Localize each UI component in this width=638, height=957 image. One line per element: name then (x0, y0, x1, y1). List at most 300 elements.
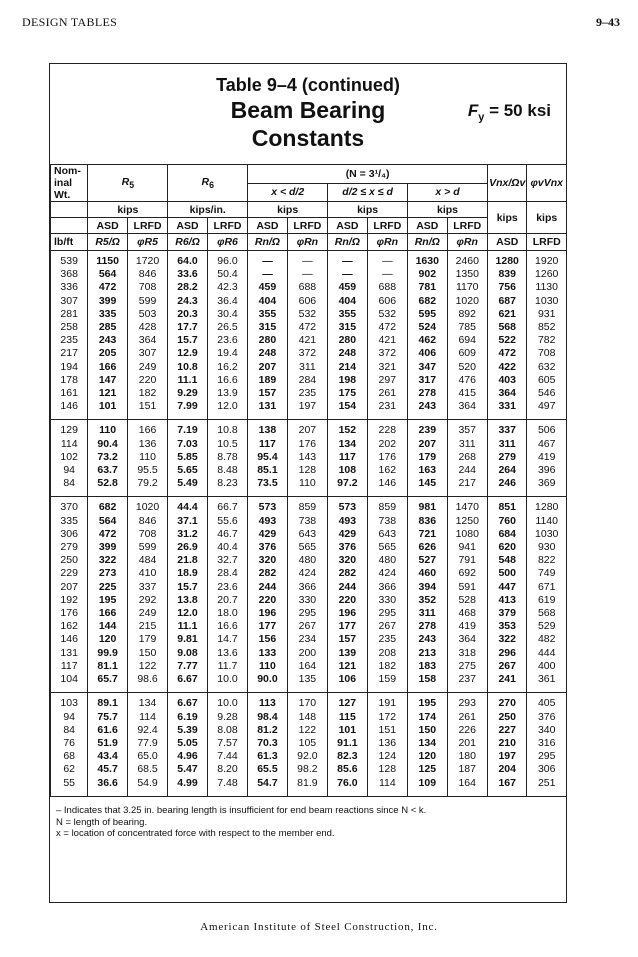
value-cell: 16.2 (207, 361, 247, 374)
value-cell: 82.3 (328, 750, 367, 763)
value-cell: 5.39 (168, 724, 207, 737)
nominal-weight-cell: 131 (51, 647, 88, 660)
value-cell: 145 (408, 477, 447, 490)
value-cell: 459 (248, 281, 287, 294)
nominal-weight-cell: 55 (51, 777, 88, 790)
value-cell: 97.2 (328, 477, 367, 490)
value-cell: 902 (408, 268, 447, 281)
nominal-weight-cell: 76 (51, 737, 88, 750)
value-cell: 244 (447, 464, 487, 477)
value-cell: 480 (367, 554, 407, 567)
vnx-lrfd-header: φvVnx (527, 165, 567, 202)
value-cell: 846 (127, 515, 167, 528)
value-cell: 16.6 (207, 374, 247, 387)
value-cell: 688 (367, 281, 407, 294)
value-cell: 284 (287, 374, 327, 387)
value-cell: 215 (127, 620, 167, 633)
value-cell: 64.0 (168, 255, 207, 268)
value-cell: 472 (487, 347, 526, 360)
value-cell: 278 (408, 387, 447, 400)
table-row (51, 400, 567, 413)
table-row (51, 554, 567, 567)
value-cell: 150 (127, 647, 167, 660)
value-cell: 315 (248, 321, 287, 334)
value-cell: 33.6 (168, 268, 207, 281)
value-cell: 626 (408, 541, 447, 554)
value-cell: 9.08 (168, 647, 207, 660)
value-cell: 10.8 (168, 361, 207, 374)
value-cell: 599 (127, 295, 167, 308)
value-cell: 90.4 (88, 438, 127, 451)
value-cell: 150 (408, 724, 447, 737)
value-cell: 270 (487, 697, 526, 710)
value-cell: 472 (88, 528, 127, 541)
value-cell: 36.6 (88, 777, 127, 790)
value-cell: 117 (328, 451, 367, 464)
value-cell: 164 (287, 660, 327, 673)
value-cell: 54.9 (127, 777, 167, 790)
value-cell: 520 (447, 361, 487, 374)
value-cell: 403 (487, 374, 526, 387)
value-cell: 331 (487, 400, 526, 413)
value-cell: 565 (367, 541, 407, 554)
value-cell: 599 (127, 541, 167, 554)
nominal-weight-header: Nom-inal Wt. (51, 165, 88, 202)
value-cell: 528 (447, 594, 487, 607)
nominal-weight-cell: 207 (51, 581, 88, 594)
value-cell: 138 (248, 424, 287, 437)
value-cell: 619 (527, 594, 567, 607)
value-cell: 151 (367, 724, 407, 737)
value-cell: 355 (248, 308, 287, 321)
value-cell: 248 (248, 347, 287, 360)
nominal-weight-cell: 103 (51, 697, 88, 710)
value-cell: 204 (487, 763, 526, 776)
value-cell: 405 (527, 697, 567, 710)
value-cell: 136 (127, 438, 167, 451)
value-cell: 13.8 (168, 594, 207, 607)
value-cell: 484 (127, 554, 167, 567)
value-cell: 532 (367, 308, 407, 321)
table-row (51, 515, 567, 528)
value-cell: 121 (328, 660, 367, 673)
value-cell: 6.67 (168, 673, 207, 686)
value-cell: 200 (287, 647, 327, 660)
x-less-header: x < d/2 (248, 183, 328, 202)
value-cell: 2460 (447, 255, 487, 268)
value-cell: 5.85 (168, 451, 207, 464)
value-cell: 941 (447, 541, 487, 554)
value-cell: 11.1 (168, 374, 207, 387)
value-cell: 13.9 (207, 387, 247, 400)
nominal-weight-cell: 194 (51, 361, 88, 374)
value-cell: 244 (328, 581, 367, 594)
value-cell: 643 (287, 528, 327, 541)
value-cell: 682 (88, 501, 127, 514)
value-cell: 110 (127, 451, 167, 464)
note-x: x = location of concentrated force with respect to the member end. (56, 828, 335, 839)
value-cell: 322 (88, 554, 127, 567)
value-cell: 241 (487, 673, 526, 686)
value-cell: 760 (487, 515, 526, 528)
value-cell: 226 (447, 724, 487, 737)
table-row (51, 295, 567, 308)
value-cell: 1350 (447, 268, 487, 281)
value-cell: 606 (287, 295, 327, 308)
value-cell: 682 (408, 295, 447, 308)
value-cell: 688 (287, 281, 327, 294)
value-cell: 73.2 (88, 451, 127, 464)
value-cell: 13.6 (207, 647, 247, 660)
value-cell: 506 (527, 424, 567, 437)
value-cell: 606 (367, 295, 407, 308)
beam-bearing-table (50, 164, 567, 797)
value-cell: 175 (328, 387, 367, 400)
value-cell: 462 (408, 334, 447, 347)
value-cell: 410 (127, 567, 167, 580)
value-cell: 836 (408, 515, 447, 528)
value-cell: 573 (328, 501, 367, 514)
value-cell: 182 (367, 660, 407, 673)
value-cell: 1280 (527, 501, 567, 514)
value-cell: 406 (408, 347, 447, 360)
value-cell: 28.4 (207, 567, 247, 580)
r6-units: kips/in. (168, 202, 248, 218)
value-cell: 859 (367, 501, 407, 514)
value-cell: 249 (127, 607, 167, 620)
nominal-weight-cell: 335 (51, 515, 88, 528)
nominal-weight-cell: 306 (51, 528, 88, 541)
value-cell: 182 (127, 387, 167, 400)
vnx-lrfd-units: kips (527, 202, 567, 234)
value-cell: — (328, 268, 367, 281)
value-cell: 671 (527, 581, 567, 594)
table-row (51, 464, 567, 477)
table-row (51, 607, 567, 620)
value-cell: 133 (248, 647, 287, 660)
value-cell: 110 (88, 424, 127, 437)
value-cell: 135 (287, 673, 327, 686)
value-cell: 196 (248, 607, 287, 620)
value-cell: 1250 (447, 515, 487, 528)
value-cell: 1020 (127, 501, 167, 514)
value-cell: 95.5 (127, 464, 167, 477)
nominal-weight-cell: 162 (51, 620, 88, 633)
value-cell: 231 (367, 400, 407, 413)
value-cell: 527 (408, 554, 447, 567)
yield-strength: $F_y = 50$ ksi (467, 101, 551, 124)
value-cell: 156 (248, 633, 287, 646)
value-cell: 419 (447, 620, 487, 633)
value-cell: 235 (287, 387, 327, 400)
x-greater-header: x > d (408, 183, 488, 202)
value-cell: 92.0 (287, 750, 327, 763)
value-cell: 207 (287, 424, 327, 437)
value-cell: 198 (328, 374, 367, 387)
value-cell: 500 (487, 567, 526, 580)
value-cell: 1030 (527, 528, 567, 541)
value-cell: 564 (88, 268, 127, 281)
value-cell: 892 (447, 308, 487, 321)
value-cell: 98.4 (248, 711, 287, 724)
value-cell: 24.3 (168, 295, 207, 308)
value-cell: 213 (408, 647, 447, 660)
value-cell: 503 (127, 308, 167, 321)
value-cell: 1260 (527, 268, 567, 281)
nominal-weight-cell: 192 (51, 594, 88, 607)
value-cell: 205 (88, 347, 127, 360)
table-row (51, 777, 567, 790)
value-cell: 413 (487, 594, 526, 607)
value-cell: 364 (487, 387, 526, 400)
value-cell: 376 (328, 541, 367, 554)
value-cell: 18.9 (168, 567, 207, 580)
value-cell: 548 (487, 554, 526, 567)
nominal-weight-cell: 250 (51, 554, 88, 567)
value-cell: 249 (127, 361, 167, 374)
value-cell: 493 (328, 515, 367, 528)
asd-label: ASD (328, 218, 367, 234)
nominal-weight-cell: 84 (51, 477, 88, 490)
value-cell: 122 (287, 724, 327, 737)
value-cell: 318 (447, 647, 487, 660)
value-cell: 267 (287, 620, 327, 633)
value-cell: 124 (367, 750, 407, 763)
value-cell: 524 (408, 321, 447, 334)
value-cell: 197 (287, 400, 327, 413)
nominal-weight-cell: 117 (51, 660, 88, 673)
value-cell: 68.5 (127, 763, 167, 776)
value-cell: 172 (367, 711, 407, 724)
value-cell: 493 (248, 515, 287, 528)
value-cell: 632 (527, 361, 567, 374)
value-cell: 687 (487, 295, 526, 308)
value-cell: 1020 (447, 295, 487, 308)
value-cell: 143 (287, 451, 327, 464)
asd-label: ASD (88, 218, 127, 234)
value-cell: 50.4 (207, 268, 247, 281)
value-cell: 109 (408, 777, 447, 790)
value-cell: 366 (287, 581, 327, 594)
value-cell: — (287, 255, 327, 268)
value-cell: 63.7 (88, 464, 127, 477)
value-cell: 166 (88, 361, 127, 374)
value-cell: 275 (447, 660, 487, 673)
value-cell: 791 (447, 554, 487, 567)
value-cell: 128 (287, 464, 327, 477)
table-row (51, 763, 567, 776)
value-cell: 77.9 (127, 737, 167, 750)
value-cell: 399 (88, 541, 127, 554)
value-cell: 532 (287, 308, 327, 321)
value-cell: 295 (367, 607, 407, 620)
value-cell: 311 (287, 361, 327, 374)
value-cell: 75.7 (88, 711, 127, 724)
publisher-footer: American Institute of Steel Construction, Inc. (200, 921, 438, 933)
value-cell: 7.57 (207, 737, 247, 750)
value-cell: 101 (328, 724, 367, 737)
value-cell: 595 (408, 308, 447, 321)
table-row (51, 321, 567, 334)
value-cell: 1140 (527, 515, 567, 528)
nominal-weight-cell: 68 (51, 750, 88, 763)
value-cell: 166 (88, 607, 127, 620)
value-cell: 472 (88, 281, 127, 294)
table-row (51, 697, 567, 710)
value-cell: 166 (127, 424, 167, 437)
value-cell: 322 (487, 633, 526, 646)
value-cell: 708 (127, 281, 167, 294)
value-cell: 859 (287, 501, 327, 514)
value-cell: 21.8 (168, 554, 207, 567)
value-cell: 320 (248, 554, 287, 567)
value-cell: 61.3 (248, 750, 287, 763)
sub-label: ASD (487, 234, 526, 251)
value-cell: 243 (408, 400, 447, 413)
value-cell: 293 (447, 697, 487, 710)
nominal-weight-cell: 84 (51, 724, 88, 737)
value-cell: 176 (287, 438, 327, 451)
value-cell: 694 (447, 334, 487, 347)
value-cell: 208 (367, 647, 407, 660)
value-cell: 839 (487, 268, 526, 281)
value-cell: 122 (127, 660, 167, 673)
value-cell: 8.20 (207, 763, 247, 776)
bearing-length-note: (N = 3¹/₄) (248, 165, 488, 184)
table-row (51, 660, 567, 673)
page-number: 9–43 (596, 15, 620, 29)
value-cell: 468 (447, 607, 487, 620)
value-cell: 419 (527, 451, 567, 464)
nominal-weight-cell: 235 (51, 334, 88, 347)
value-cell: 154 (328, 400, 367, 413)
value-cell: 364 (447, 400, 487, 413)
value-cell: 6.67 (168, 697, 207, 710)
nominal-weight-cell: 62 (51, 763, 88, 776)
value-cell: 159 (367, 673, 407, 686)
value-cell: 106 (328, 673, 367, 686)
value-cell: 183 (408, 660, 447, 673)
value-cell: 134 (127, 697, 167, 710)
nominal-weight-cell: 146 (51, 633, 88, 646)
value-cell: 120 (88, 633, 127, 646)
value-cell: 148 (287, 711, 327, 724)
value-cell: 243 (408, 633, 447, 646)
value-cell: 235 (367, 633, 407, 646)
value-cell: 482 (527, 633, 567, 646)
value-cell: 8.48 (207, 464, 247, 477)
unit-label: lb/ft (51, 234, 88, 251)
value-cell: 11.1 (168, 620, 207, 633)
table-row (51, 281, 567, 294)
value-cell: 782 (527, 334, 567, 347)
table-frame (49, 63, 567, 903)
table-row (51, 594, 567, 607)
value-cell: 10.5 (207, 438, 247, 451)
value-cell: 846 (127, 268, 167, 281)
table-row (51, 567, 567, 580)
asd-label: ASD (408, 218, 447, 234)
value-cell: 113 (248, 697, 287, 710)
value-cell: 73.5 (248, 477, 287, 490)
nominal-weight-cell: 539 (51, 255, 88, 268)
value-cell: 95.4 (248, 451, 287, 464)
nominal-weight-cell: 217 (51, 347, 88, 360)
value-cell: 1170 (447, 281, 487, 294)
table-row (51, 750, 567, 763)
value-cell: 529 (527, 620, 567, 633)
value-cell: 89.1 (88, 697, 127, 710)
value-cell: 273 (88, 567, 127, 580)
value-cell: 197 (487, 750, 526, 763)
value-cell: 170 (287, 697, 327, 710)
value-cell: 376 (248, 541, 287, 554)
value-cell: 366 (367, 581, 407, 594)
sub-label: R5/Ω (88, 234, 127, 251)
value-cell: 429 (248, 528, 287, 541)
value-cell: 1030 (527, 295, 567, 308)
value-cell: 110 (287, 477, 327, 490)
value-cell: 15.7 (168, 334, 207, 347)
sub-label: φR6 (207, 234, 247, 251)
value-cell: 31.2 (168, 528, 207, 541)
value-cell: 643 (367, 528, 407, 541)
value-cell: 167 (487, 777, 526, 790)
value-cell: 415 (447, 387, 487, 400)
value-cell: 134 (328, 438, 367, 451)
value-cell: 234 (287, 633, 327, 646)
value-cell: 114 (367, 777, 407, 790)
value-cell: 70.3 (248, 737, 287, 750)
value-cell: 357 (447, 424, 487, 437)
sub-label: Rn/Ω (408, 234, 447, 251)
value-cell: 179 (127, 633, 167, 646)
value-cell: 591 (447, 581, 487, 594)
value-cell: 210 (487, 737, 526, 750)
value-cell: — (248, 255, 287, 268)
table-row (51, 361, 567, 374)
value-cell: 147 (88, 374, 127, 387)
value-cell: 9.81 (168, 633, 207, 646)
value-cell: 196 (328, 607, 367, 620)
value-cell: 92.4 (127, 724, 167, 737)
value-cell: 158 (408, 673, 447, 686)
value-cell: 40.4 (207, 541, 247, 554)
value-cell: 6.19 (168, 711, 207, 724)
table-body (51, 251, 567, 797)
value-cell: 981 (408, 501, 447, 514)
value-cell: 267 (367, 620, 407, 633)
table-row (51, 308, 567, 321)
value-cell: 12.9 (168, 347, 207, 360)
value-cell: 76.0 (328, 777, 367, 790)
value-cell: 18.0 (207, 607, 247, 620)
value-cell: 99.9 (88, 647, 127, 660)
table-row (51, 374, 567, 387)
value-cell: 157 (328, 633, 367, 646)
table-number: Table 9–4 (continued) (216, 75, 400, 95)
value-cell: 26.9 (168, 541, 207, 554)
value-cell: 369 (527, 477, 567, 490)
x-mid-header: d/2 ≤ x ≤ d (328, 183, 408, 202)
value-cell: 822 (527, 554, 567, 567)
value-cell: 280 (328, 334, 367, 347)
value-cell: 248 (328, 347, 367, 360)
table-notes (56, 805, 426, 840)
value-cell: 239 (408, 424, 447, 437)
value-cell: 781 (408, 281, 447, 294)
lrfd-label: LRFD (207, 218, 247, 234)
